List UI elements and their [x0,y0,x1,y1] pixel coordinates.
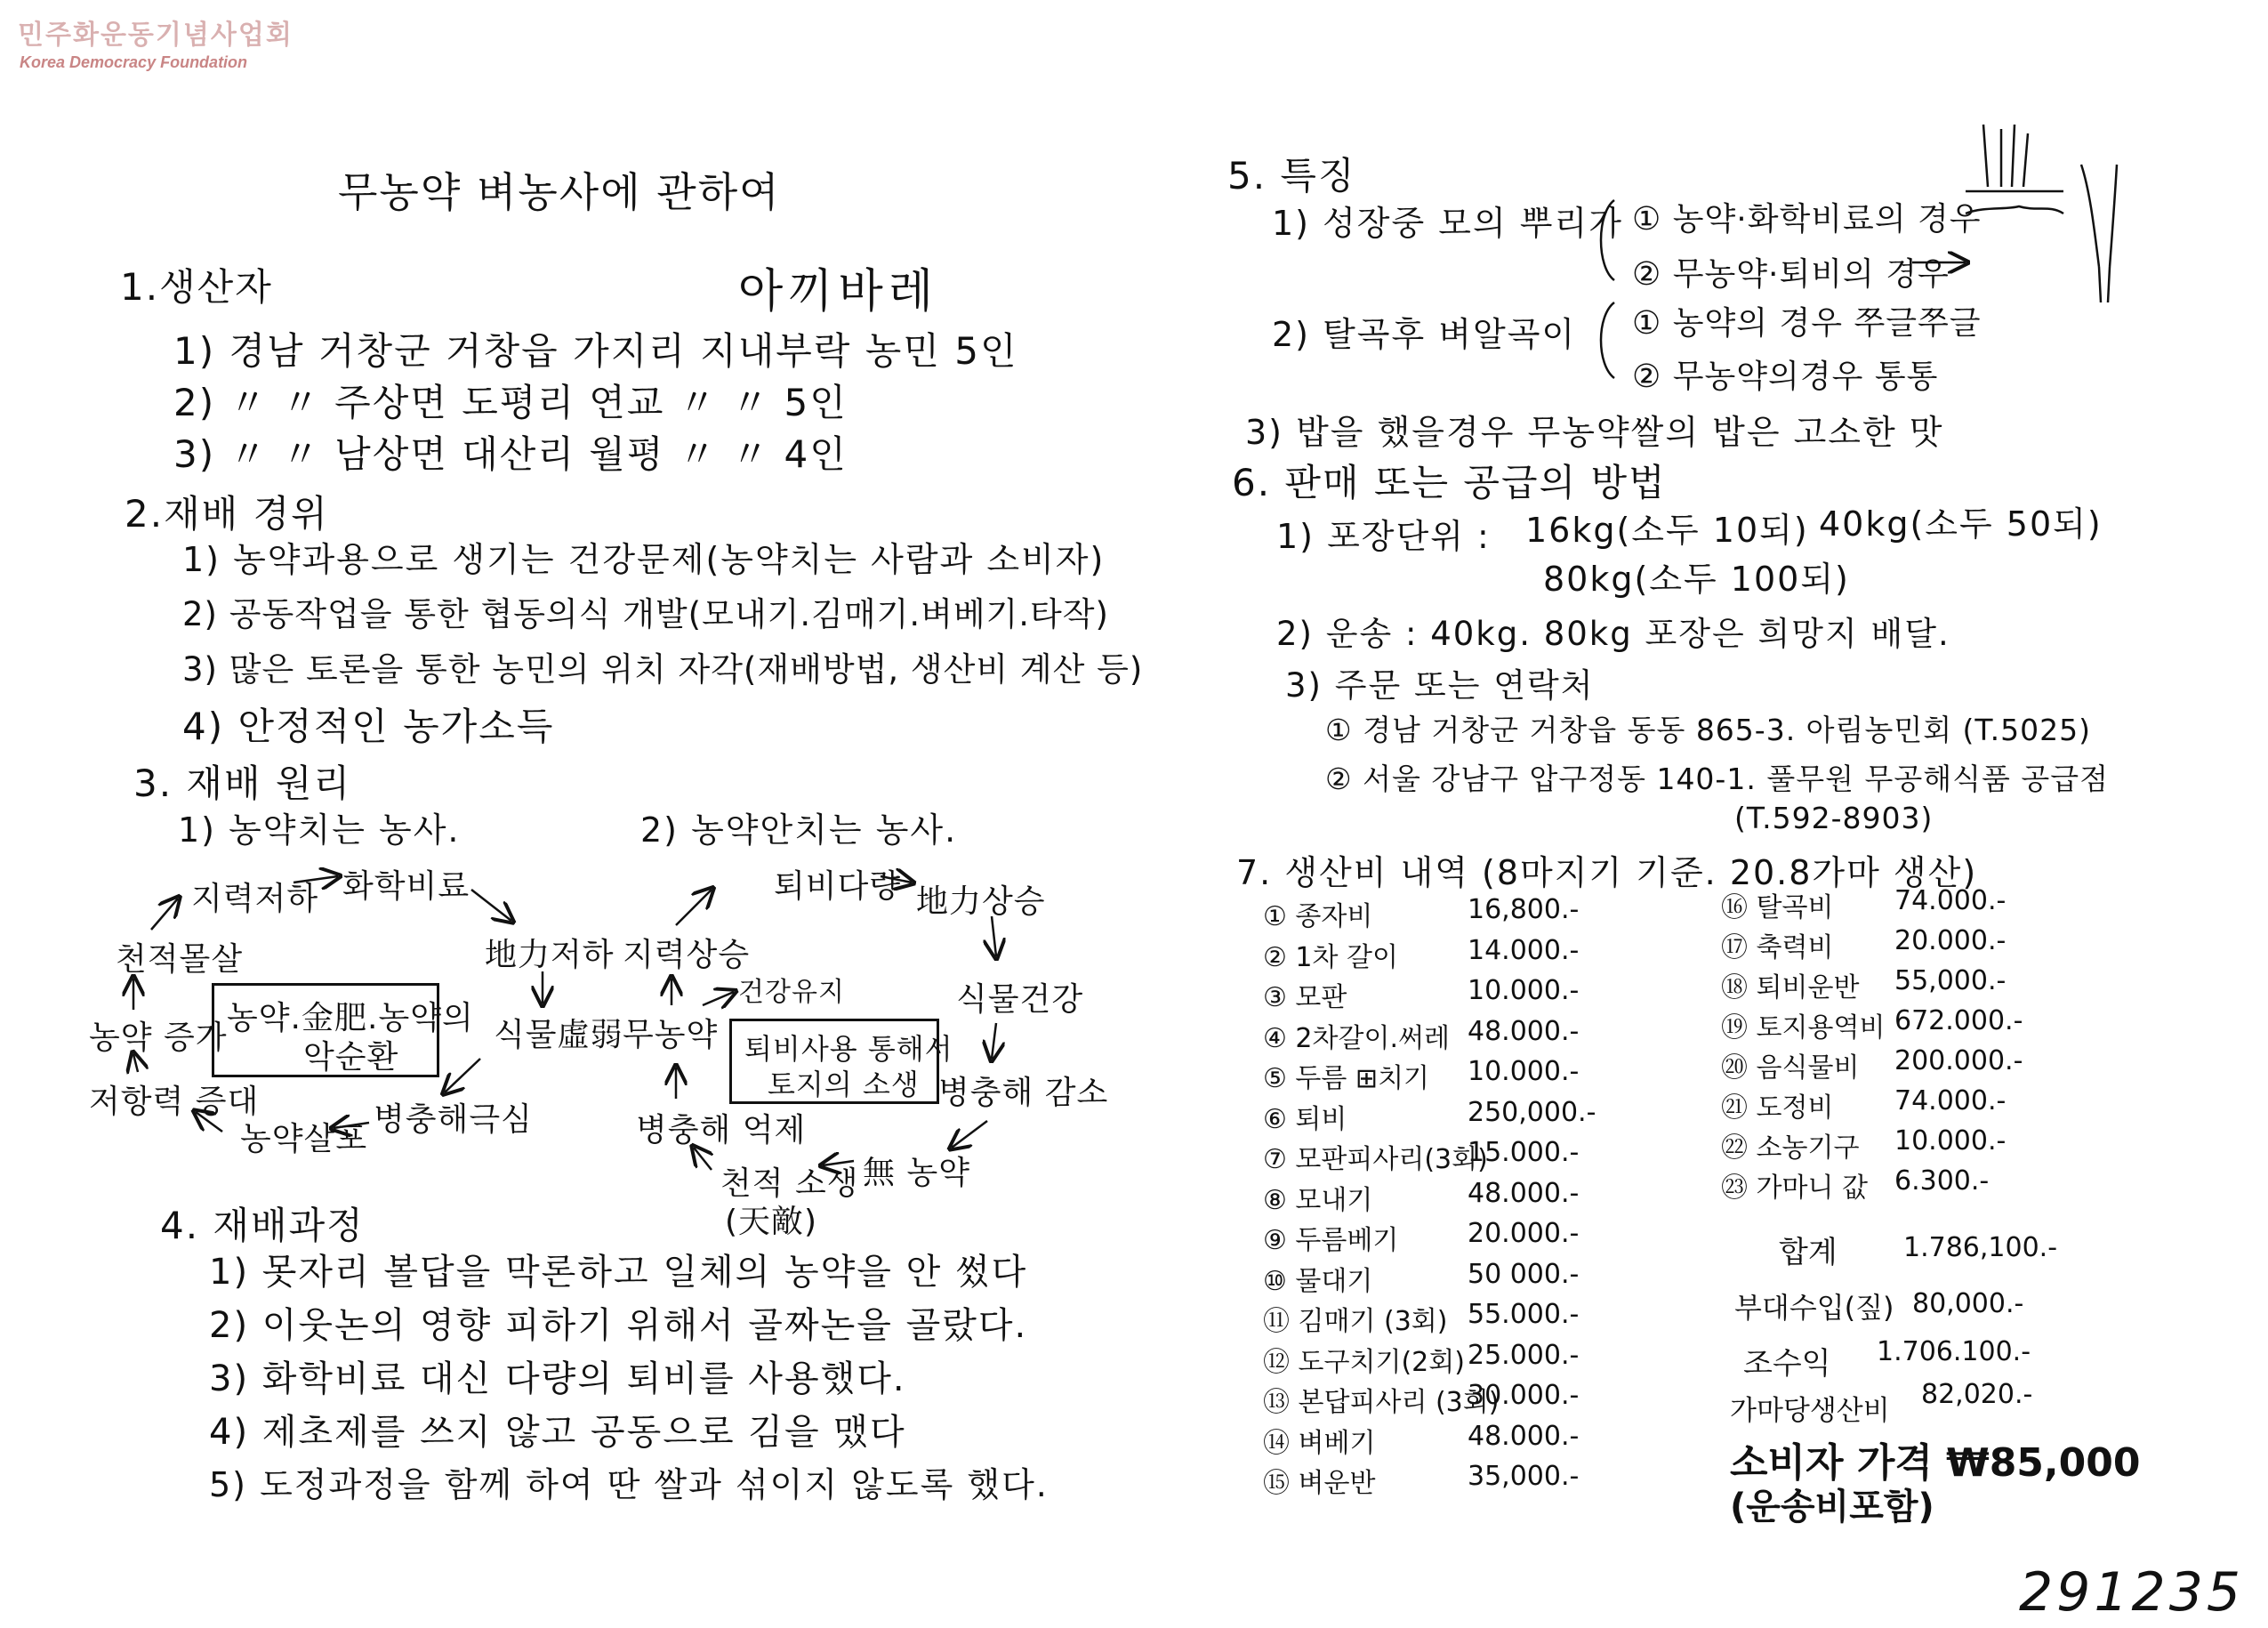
watermark-english: Korea Democracy Foundation [20,53,248,71]
cost-left-item-name: ⑬ 본답피사리 (3회) [1263,1387,1500,1418]
node-pest-severe: 병충해극심 [374,1101,533,1138]
section-6-line-2: 2) 운송 : 40kg. 80kg 포장은 희망지 배달. [1276,615,1950,653]
virtuous-cycle-box-line-1: 퇴비사용 통해서 [744,1032,953,1066]
cost-left-item-value: 10.000.- [1468,975,1580,1006]
section-5-line-1b: ② 무농약·퇴비의 경우 [1632,256,1950,293]
cost-left-item-value: 55.000.- [1468,1299,1580,1330]
section-5-line-3: 3) 밥을 했을경우 무농약쌀의 밥은 고소한 맛 [1245,413,1944,452]
cost-right-item-name: ㉒ 소농기구 [1721,1132,1860,1164]
section-6-line-3: 3) 주문 또는 연락처 [1285,666,1595,705]
cost-left-item-value: 10.000.- [1468,1056,1580,1087]
cost-left-item-value: 14.000.- [1468,934,1580,966]
node-plant-healthy: 식물건강 [956,981,1084,1018]
node-pesticide-increase: 농약 증가 [89,1020,228,1056]
section-2-line-2: 2) 공동작업을 통한 협동의식 개발(모내기.김매기.벼베기.타작) [182,595,1109,633]
node-pesticide-free: 무농약 [623,1017,719,1053]
cost-right-item-name: ⑳ 음식물비 [1721,1052,1860,1084]
section-1-line-3: 3) 〃 〃 남상면 대산리 월평 〃 〃 4인 [173,432,848,476]
section-4-heading: 4. 재배과정 [160,1204,365,1247]
node-pest-decrease: 병충해 감소 [938,1075,1109,1111]
cost-left-item-value: 50 000.- [1468,1258,1580,1290]
per-bag-cost-value: 82,020.- [1921,1379,2033,1410]
virtuous-cycle-box-line-2: 토지의 소생 [768,1068,920,1101]
section-5-heading: 5. 특징 [1227,154,1356,197]
total-label: 합계 [1779,1235,1838,1270]
node-soil-decline: 지력저하 [191,881,319,917]
cost-left-item-name: ⑮ 벼운반 [1263,1468,1376,1499]
cost-left-item-name: ⑫ 도구치기(2회) [1263,1346,1465,1378]
cost-right-item-value: 20.000.- [1894,925,2007,956]
cost-left-item-value: 15.000.- [1468,1137,1580,1168]
cost-left-item-name: ⑤ 두름 ⊞치기 [1263,1063,1430,1094]
section-5-line-2a: ① 농약의 경우 쭈글쭈글 [1632,305,1982,342]
section-6-line-1: 1) 포장단위 : [1276,517,1491,556]
cost-right-item-name: ⑯ 탈곡비 [1721,892,1834,923]
cost-right-item-name: ㉑ 도정비 [1721,1092,1834,1124]
section-5-line-1: 1) 성장중 모의 뿌리가 [1272,204,1623,243]
node-earth-power-rise: 地力상승 [916,883,1046,920]
cost-left-item-name: ⑧ 모내기 [1263,1184,1373,1216]
section-2-line-3: 3) 많은 토론을 통한 농민의 위치 자각(재배방법, 생산비 계산 등) [182,650,1144,689]
cost-left-item-name: ⑥ 퇴비 [1263,1103,1347,1135]
node-natural-enemy-killed: 천적몰살 [116,941,244,978]
section-2-heading: 2.재배 경위 [125,492,329,536]
node-much-compost: 퇴비다량 [774,868,902,905]
node-resistance-increase: 저항력 증대 [89,1084,260,1120]
section-4-line-5: 5) 도정과정을 함께 하여 딴 쌀과 섞이지 않도록 했다. [209,1465,1049,1504]
cost-right-item-value: 10.000.- [1894,1125,2007,1157]
section-4-line-2: 2) 이웃논의 영향 피하기 위해서 골짜논을 골랐다. [209,1305,1028,1346]
cost-left-item-value: 16,800.- [1468,894,1580,925]
watermark-korean: 민주화운동기념사업회 [18,20,294,51]
cost-right-item-name: ⑱ 퇴비운반 [1721,972,1860,1003]
cost-left-item-name: ⑪ 김매기 (3회) [1263,1306,1448,1337]
cost-right-item-name: ㉓ 가마니 값 [1721,1173,1868,1204]
cost-right-item-value: 200.000.- [1894,1045,2023,1076]
section-2-line-4: 4) 안정적인 농가소득 [182,705,555,748]
node-pest-suppress: 병충해 억제 [636,1112,807,1148]
total-value: 1.786,100.- [1903,1232,2058,1263]
price-note: (운송비포함) [1730,1487,1934,1527]
section-5-line-2b: ② 무농약의경우 통통 [1632,359,1939,395]
cost-left-item-value: 48.000.- [1468,1015,1580,1047]
vicious-cycle-box-line-2: 악순환 [303,1039,399,1076]
section-1-line-1: 1) 경남 거창군 거창읍 가지리 지내부락 농민 5인 [173,329,1018,373]
node-natural-enemy-hanja: (天敵) [725,1204,818,1240]
section-3-sub-b: 2) 농약안치는 농사. [640,810,958,850]
cost-right-item-value: 672.000.- [1894,1005,2023,1036]
node-natural-enemy-revive: 천적 소생 [720,1165,859,1202]
byproduct-label: 부대수입(짚) [1734,1291,1894,1325]
consumer-price: 소비자 가격 ₩85,000 [1730,1440,2141,1486]
node-pesticide-spray: 농약살포 [240,1121,368,1157]
cost-left-item-value: 35,000.- [1468,1461,1580,1492]
node-health-maintain: 건강유지 [738,977,845,1008]
section-6-line-3a: ① 경남 거창군 거창읍 동동 865-3. 아림농민회 (T.5025) [1325,713,2092,747]
cost-right-item-value: 55,000.- [1894,965,2007,996]
node-earth-power-decline: 地力저하 [485,937,615,973]
cost-left-item-value: 250,000.- [1468,1096,1596,1128]
section-4-line-1: 1) 못자리 볼답을 막론하고 일체의 농약을 안 썼다 [209,1252,1028,1293]
node-soil-rise: 지력상승 [623,937,751,973]
node-chemical-fertilizer: 화학비료 [342,868,470,905]
net-income-value: 1.706.100.- [1877,1336,2031,1367]
cost-right-item-value: 74.000.- [1894,1085,2007,1116]
section-7-heading: 7. 생산비 내역 (8마지기 기준. 20.8가마 생산) [1236,853,1978,892]
section-6-line-3c: (T.592-8903) [1734,801,1934,835]
node-plant-weak: 식물虛弱 [494,1017,623,1053]
byproduct-value: 80,000.- [1912,1288,2024,1319]
section-2-line-1: 1) 농약과용으로 생기는 건강문제(농약치는 사람과 소비자) [182,540,1106,579]
net-income-label: 조수익 [1743,1346,1831,1382]
cost-right-item-value: 6.300.- [1894,1165,1990,1197]
section-3-sub-a: 1) 농약치는 농사. [178,810,461,850]
cost-left-item-name: ⑦ 모판피사리(3회) [1263,1144,1488,1175]
section-4-line-4: 4) 제초제를 쓰지 않고 공동으로 김을 맸다 [209,1412,906,1453]
cost-left-item-value: 25.000.- [1468,1339,1580,1371]
vicious-cycle-box-line-1: 농약.金肥.농약의 [227,1000,474,1036]
cost-left-item-name: ② 1차 갈이 [1263,941,1398,973]
section-6-line-3b: ② 서울 강남구 압구정동 140-1. 풀무원 무공해식품 공급점 [1325,762,2109,796]
cost-right-item-value: 74.000.- [1894,885,2007,916]
section-1-heading: 1.생산자 [120,265,273,309]
cost-left-item-value: 30.000.- [1468,1380,1580,1411]
cost-left-item-name: ③ 모판 [1263,982,1347,1013]
cost-left-item-name: ⑩ 물대기 [1263,1265,1373,1297]
section-6-line-1b: 40kg(소두 50되) [1819,504,2103,544]
cost-left-item-name: ⑨ 두름베기 [1263,1225,1399,1256]
section-6-line-1a: 16kg(소두 10되) [1525,511,1809,550]
cost-right-item-name: ⑰ 축력비 [1721,932,1834,963]
section-1-line-2: 2) 〃 〃 주상면 도평리 연교 〃 〃 5인 [173,381,848,424]
section-5-line-2: 2) 탈곡후 벼알곡이 [1272,315,1577,354]
section-6-line-1c: 80kg(소두 100되) [1543,560,1850,599]
cost-left-item-value: 20.000.- [1468,1218,1580,1249]
section-6-heading: 6. 판매 또는 공급의 방법 [1232,461,1667,504]
rice-variety: 아끼바레 [738,265,938,318]
section-5-line-1a: ① 농약·화학비료의 경우 [1632,201,1982,238]
node-no-pesticide: 無 농약 [863,1155,970,1191]
cost-left-item-value: 48.000.- [1468,1420,1580,1452]
cost-left-item-name: ① 종자비 [1263,901,1373,932]
section-4-line-3: 3) 화학비료 대신 다량의 퇴비를 사용했다. [209,1358,906,1399]
section-3-heading: 3. 재배 원리 [133,762,352,805]
cost-left-item-value: 48.000.- [1468,1177,1580,1209]
cost-left-item-name: ⑭ 벼베기 [1263,1427,1376,1459]
cost-right-item-name: ⑲ 토지용역비 [1721,1012,1886,1044]
archive-number: 291235 [2019,1561,2245,1624]
per-bag-cost-label: 가마당생산비 [1730,1395,1890,1427]
cost-left-item-name: ④ 2차갈이.써레 [1263,1022,1450,1054]
document-title: 무농약 벼농사에 관하여 [338,168,781,216]
